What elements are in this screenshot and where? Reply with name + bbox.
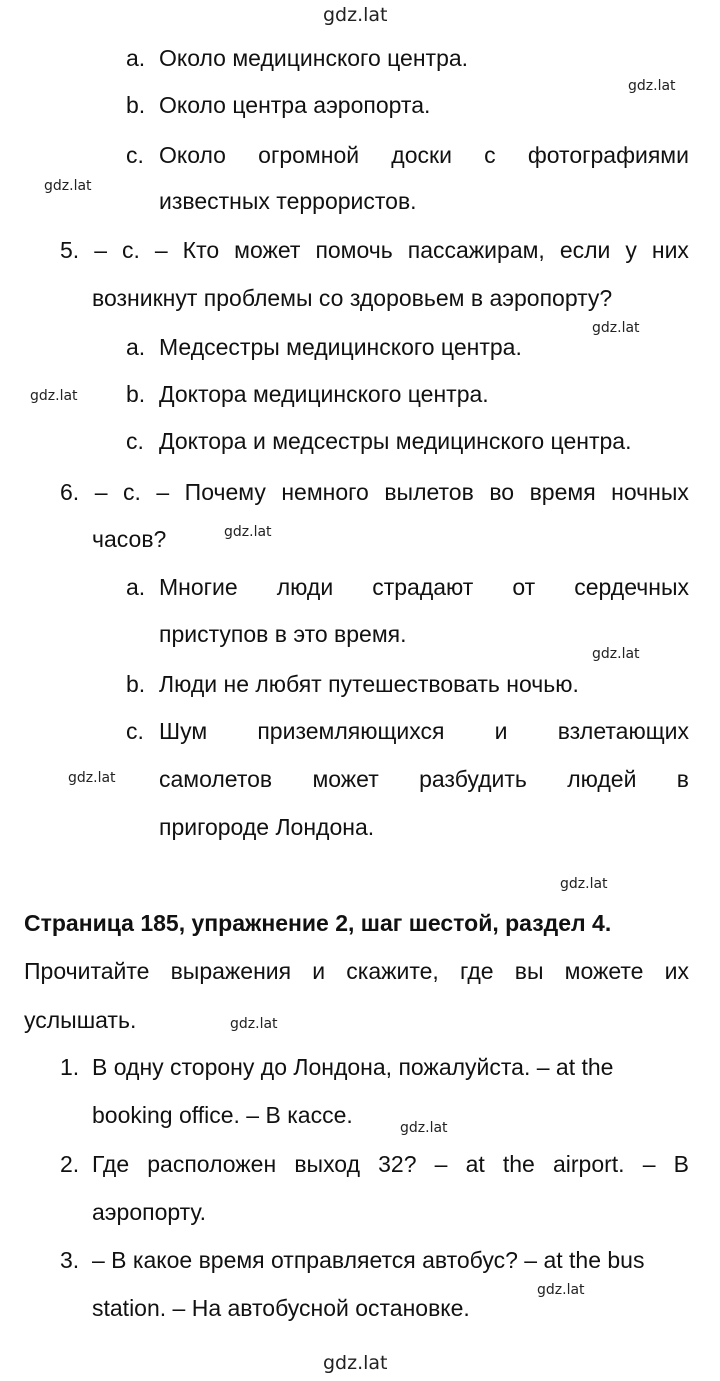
- q6-option-c-label: c.: [126, 718, 144, 744]
- section-heading: Страница 185, упражнение 2, шаг шестой, раздел 4.: [24, 910, 612, 936]
- q4-option-c-line2: известных террористов.: [159, 188, 417, 214]
- q6-option-b-label: b.: [126, 671, 146, 697]
- watermark: gdz.lat: [44, 178, 92, 194]
- item-1-number: 1.: [60, 1054, 80, 1080]
- q5-option-a-label: a.: [126, 334, 146, 360]
- q5-option-b-text: Доктора медицинского центра.: [159, 381, 489, 407]
- q6-option-a-label: a.: [126, 574, 146, 600]
- section-intro-line2: услышать.: [24, 1007, 137, 1033]
- watermark: gdz.lat: [592, 646, 640, 662]
- q5-question-line1: 5. – c. – Кто может помочь пассажирам, если у них: [60, 237, 689, 263]
- item-2-line1: Где расположен выход 32? – at the airport. – В: [92, 1151, 689, 1177]
- item-1-line2: booking office. – В кассе.: [92, 1102, 353, 1128]
- q5-option-c-text: Доктора и медсестры медицинского центра.: [159, 428, 632, 454]
- q6-question-line2: часов?: [92, 526, 167, 552]
- q6-option-c-line1: Шум приземляющихся и взлетающих: [159, 718, 689, 744]
- watermark-top: gdz.lat: [323, 4, 388, 26]
- item-3-line1: – В какое время отправляется автобус? – at the bus: [92, 1247, 645, 1273]
- q4-option-a-label: a.: [126, 45, 146, 71]
- q6-option-c-line3: пригороде Лондона.: [159, 814, 375, 840]
- q4-option-a-text: Около медицинского центра.: [159, 45, 469, 71]
- q6-option-b-text: Люди не любят путешествовать ночью.: [159, 671, 579, 697]
- watermark: gdz.lat: [68, 770, 116, 786]
- q6-option-a-line2: приступов в это время.: [159, 621, 407, 647]
- q5-option-c-label: c.: [126, 428, 144, 454]
- watermark: gdz.lat: [400, 1120, 448, 1136]
- section-intro-line1: Прочитайте выражения и скажите, где вы можете их: [24, 958, 689, 984]
- q4-option-c-label: c.: [126, 142, 144, 168]
- watermark: gdz.lat: [224, 524, 272, 540]
- item-2-number: 2.: [60, 1151, 80, 1177]
- item-3-line2: station. – На автобусной остановке.: [92, 1295, 470, 1321]
- q4-option-b-label: b.: [126, 92, 146, 118]
- item-1-line1: В одну сторону до Лондона, пожалуйста. – at the: [92, 1054, 614, 1080]
- q6-option-a-line1: Многие люди страдают от сердечных: [159, 574, 689, 600]
- watermark: gdz.lat: [537, 1282, 585, 1298]
- q5-option-a-text: Медсестры медицинского центра.: [159, 334, 522, 360]
- watermark: gdz.lat: [560, 876, 608, 892]
- q4-option-b-text: Около центра аэропорта.: [159, 92, 431, 118]
- watermark: gdz.lat: [628, 78, 676, 94]
- q6-question-line1: 6. – c. – Почему немного вылетов во время ночных: [60, 479, 689, 505]
- watermark-bottom: gdz.lat: [323, 1352, 388, 1374]
- q5-option-b-label: b.: [126, 381, 146, 407]
- q6-option-c-line2: самолетов может разбудить людей в: [159, 766, 689, 792]
- watermark: gdz.lat: [30, 388, 78, 404]
- watermark: gdz.lat: [230, 1016, 278, 1032]
- item-3-number: 3.: [60, 1247, 80, 1273]
- q4-option-c-line1: Около огромной доски с фотографиями: [159, 142, 689, 168]
- q5-question-line2: возникнут проблемы со здоровьем в аэропорту?: [92, 285, 613, 311]
- watermark: gdz.lat: [592, 320, 640, 336]
- item-2-line2: аэропорту.: [92, 1199, 207, 1225]
